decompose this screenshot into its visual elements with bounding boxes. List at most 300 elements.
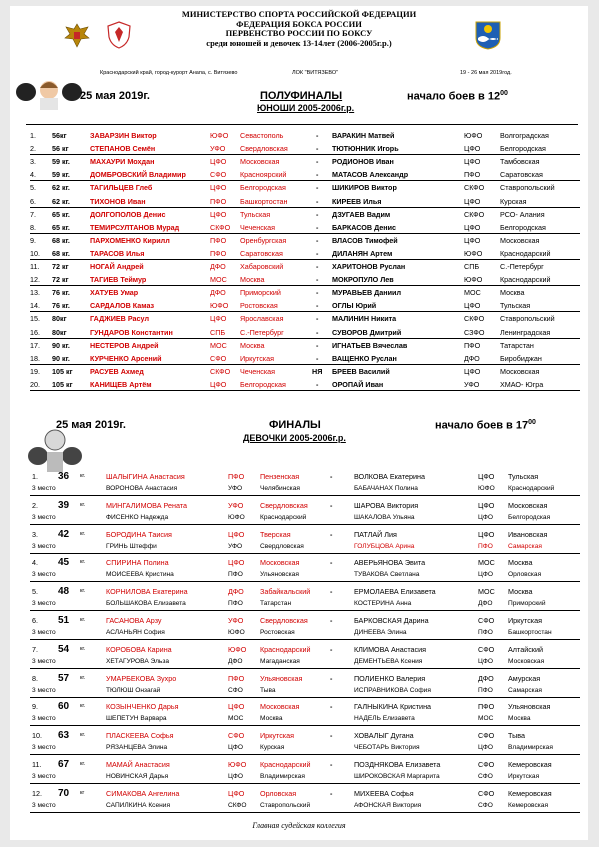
third-place-boxer-1: ХЕТАГУРОВА Эльза (106, 657, 170, 665)
red-corner-boxer: КУРЧЕНКО Арсений (90, 353, 162, 363)
red-corner-region: Красноярский (240, 170, 287, 180)
third-place-1-region: Ульяновская (260, 571, 299, 579)
bout-separator: - (316, 262, 319, 271)
third-place-boxer-1: МОИСЕЕВА Кристина (106, 571, 174, 579)
bout-divider (30, 812, 580, 813)
document-header (10, 10, 588, 48)
blue-corner-district: ЦФО (464, 144, 481, 154)
semifinals-date: 25 мая 2019г. (80, 90, 150, 102)
blue-corner-region: Тамбовская (500, 157, 540, 167)
blue-corner-boxer: ВОЛКОВА Екатерина (354, 472, 425, 481)
red-corner-region: Свердловская (260, 616, 308, 625)
blue-corner-boxer: ДЗУГАЕВ Вадим (332, 209, 391, 219)
red-corner-region: Пензенская (260, 472, 300, 481)
blue-corner-district: ДФО (478, 673, 494, 683)
red-corner-district: УФО (228, 500, 244, 510)
bout-separator: - (330, 702, 333, 712)
third-place-1-district: ЦФО (228, 744, 244, 752)
blue-corner-district: УФО (464, 379, 480, 389)
bout-number: 2. (32, 500, 38, 510)
red-corner-region: Свердловская (240, 144, 288, 154)
third-place-boxer-1: ФИСЕНКО Надежда (106, 513, 169, 521)
third-place-2-district: ЦФО (478, 657, 494, 665)
red-corner-region: Московская (240, 157, 280, 167)
bout-divider (30, 783, 580, 784)
semifinals-subtitle: ЮНОШИ 2005-2006г.р. (257, 103, 355, 113)
red-corner-region: Чеченская (240, 366, 276, 376)
weight-class: 62 кг. (52, 196, 70, 206)
semifinal-bout-row (10, 379, 588, 390)
red-corner-district: ЮФО (210, 301, 229, 311)
bout-separator: - (316, 196, 319, 206)
bout-number: 1. (30, 131, 36, 140)
weight-class: 68 кг. (52, 235, 70, 245)
bout-number: 2. (30, 144, 36, 154)
red-corner-region: Оренбургская (240, 235, 287, 245)
blue-corner-boxer: ЕРМОЛАЕВА Елизавета (354, 587, 436, 597)
pair-divider (30, 154, 580, 155)
pair-divider (30, 285, 580, 286)
red-corner-region: Московская (260, 702, 300, 712)
red-corner-district: ПФО (210, 248, 227, 258)
red-corner-district: МОС (210, 275, 227, 285)
blue-corner-boxer: ШАРОВА Виктория (354, 500, 419, 510)
third-place-boxer-2: КОСТЕРИНА Анна (354, 600, 412, 608)
bout-separator: - (316, 170, 319, 180)
weight-class: 80кг (52, 327, 67, 337)
blue-corner-boxer: ВЛАСОВ Тимофей (332, 235, 398, 245)
red-corner-district: ЮФО (210, 131, 229, 140)
bout-divider (30, 697, 580, 698)
blue-corner-region: РСО- Алания (500, 209, 545, 219)
red-corner-district: ЦФО (210, 183, 227, 193)
third-place-2-region: Московская (508, 657, 545, 665)
weight-class: 72 кг (52, 262, 69, 271)
bout-number: 7. (32, 644, 38, 654)
bout-separator: - (316, 288, 319, 298)
weight-class: 76 кг. (52, 301, 70, 311)
weight-class: 36 (58, 471, 70, 482)
blue-corner-region: Иркутская (508, 616, 542, 625)
blue-corner-district: ЮФО (464, 131, 483, 140)
third-place-boxer-2: ШИРОКОВСКАЯ Маргарита (354, 773, 440, 780)
bout-number: 19. (30, 366, 40, 376)
weight-class: 59 кг. (52, 157, 70, 167)
third-place-1-region: Краснодарский (260, 513, 307, 521)
semifinal-bout-row (10, 222, 588, 233)
red-corner-district: СКФО (210, 366, 231, 376)
bout-number: 16. (30, 327, 40, 337)
third-place-row (10, 685, 588, 696)
red-corner-region: Московская (260, 558, 300, 568)
pair-divider (30, 338, 580, 339)
weight-unit: кг. (80, 703, 86, 710)
weight-unit: кг. (80, 530, 86, 537)
red-corner-district: ДФО (228, 587, 244, 597)
weight-class: 57 (58, 672, 70, 684)
bout-separator: - (316, 183, 319, 193)
weight-class: 63 (58, 730, 70, 742)
bout-separator: - (330, 472, 333, 481)
weight-class: 90 кг. (52, 340, 70, 350)
bout-number: 15. (30, 314, 40, 324)
third-place-2-region: Иркутская (508, 773, 540, 780)
semifinal-bout-row (10, 143, 588, 154)
weight-class: 56кг (52, 131, 67, 140)
weight-class: 65 кг. (52, 222, 70, 232)
blue-corner-district: ЦФО (478, 500, 495, 510)
red-corner-boxer: ТЕМИРСУЛТАНОВ Мурад (90, 222, 180, 232)
red-corner-district: ПФО (228, 472, 245, 481)
bout-divider (30, 754, 580, 755)
third-place-label: 3 место (32, 657, 56, 665)
bout-separator: - (330, 760, 333, 769)
third-place-row (10, 771, 588, 782)
blue-corner-boxer: ОРОПАЙ Иван (332, 379, 384, 389)
third-place-1-region: Тыва (260, 686, 276, 694)
bout-number: 6. (30, 196, 36, 206)
bout-number: 8. (30, 222, 36, 232)
blue-corner-district: ЦФО (478, 529, 495, 539)
third-place-1-district: ЦФО (228, 773, 244, 780)
blue-corner-district: СКФО (464, 183, 485, 193)
third-place-boxer-2: ИСПРАВНИКОВА София (354, 686, 431, 694)
bout-number: 4. (30, 170, 36, 180)
blue-corner-region: Краснодарский (500, 248, 551, 258)
bout-separator: - (316, 340, 319, 350)
weight-unit: кг. (80, 732, 86, 739)
header-championship: ПЕРВЕНСТВО РОССИИ ПО БОКСУ (225, 28, 373, 38)
semifinal-bout-row (10, 261, 588, 272)
red-corner-region: Иркутская (260, 731, 294, 741)
third-place-row (10, 656, 588, 667)
blue-corner-boxer: МАЛИНИН Никита (332, 314, 397, 324)
chief-judges-signature-line: Главная судейская коллегия (252, 821, 346, 830)
third-place-2-district: ПФО (478, 686, 493, 694)
pair-divider (30, 180, 580, 181)
bout-number: 18. (30, 353, 40, 363)
blue-corner-region: Ставропольский (500, 314, 555, 324)
finals-date: 25 мая 2019г. (56, 419, 126, 431)
red-corner-region: Ростовская (240, 301, 278, 311)
third-place-row (10, 512, 588, 523)
red-corner-boxer: СПИРИНА Полина (106, 558, 169, 568)
weight-class: 67 (58, 759, 70, 770)
bout-separator: - (316, 248, 319, 258)
final-bout-row (10, 759, 588, 770)
bout-divider (30, 639, 580, 640)
semifinal-bout-row (10, 340, 588, 351)
blue-corner-boxer: ИГНАТЬЕВ Вячеслав (332, 340, 408, 350)
red-corner-region: Башкортостан (240, 196, 288, 206)
semifinal-bout-row (10, 313, 588, 324)
blue-corner-district: ЮФО (464, 275, 483, 285)
third-place-1-district: ДФО (228, 657, 243, 665)
blue-corner-boxer: МИХЕЕВА Софья (354, 788, 414, 798)
weight-unit: кг. (80, 645, 86, 652)
blue-corner-district: СФО (478, 760, 495, 769)
blue-corner-district: СПБ (464, 262, 480, 271)
weight-class: 70 (58, 787, 70, 799)
red-corner-boxer: МАХАУРИ Мохдан (90, 157, 155, 167)
red-corner-region: Ярославская (240, 314, 284, 324)
bout-number: 12. (32, 788, 42, 798)
third-place-1-region: Москва (260, 715, 283, 723)
third-place-row (10, 800, 588, 811)
red-corner-district: ПФО (210, 196, 227, 206)
semifinal-bout-row (10, 169, 588, 180)
weight-class: 62 кг. (52, 183, 70, 193)
blue-corner-boxer: КЛИМОВА Анастасия (354, 644, 427, 654)
bout-number: 1. (32, 472, 38, 481)
finals-subtitle: ДЕВОЧКИ 2005-2006г.р. (243, 433, 346, 443)
final-bout-row (10, 529, 588, 540)
red-corner-boxer: ШАЛЫГИНА Анастасия (106, 472, 185, 481)
red-corner-boxer: ТАГИЛЬЦЕВ Глеб (90, 183, 153, 193)
blue-corner-region: Краснодарский (500, 275, 551, 285)
bout-number: 3. (30, 157, 36, 167)
bout-separator: - (330, 673, 333, 683)
bout-number: 11. (30, 262, 40, 271)
blue-corner-region: Белгородская (500, 222, 546, 232)
third-place-2-region: Кемеровская (508, 801, 549, 809)
weight-unit: кг. (80, 617, 86, 623)
third-place-2-region: Белгородская (508, 513, 551, 521)
red-corner-region: С.-Петербург (240, 327, 284, 337)
blue-corner-region: ХМАО- Югра (500, 379, 544, 389)
blue-corner-boxer: ПОЗДНЯКОВА Елизавета (354, 760, 441, 769)
bout-separator: - (316, 131, 319, 140)
bout-number: 10. (30, 248, 40, 258)
third-place-boxer-2: АФОНСКАЯ Виктория (354, 801, 422, 809)
third-place-1-district: СКФО (228, 801, 247, 809)
red-corner-district: ЦФО (210, 314, 227, 324)
red-corner-region: Москва (240, 275, 265, 285)
semifinal-bout-row (10, 327, 588, 338)
boxer-girl-image (26, 426, 84, 474)
document-page (10, 6, 588, 840)
blue-corner-region: Москва (500, 288, 525, 298)
blue-corner-boxer: МУРАВЬЕВ Даниил (332, 288, 402, 298)
third-place-label: 3 место (32, 485, 56, 492)
pair-divider (30, 364, 580, 365)
blue-corner-region: С.-Петербург (500, 262, 544, 271)
red-corner-region: Иркутская (240, 353, 274, 363)
red-corner-region: Тверская (260, 529, 291, 539)
red-corner-region: Чеченская (240, 222, 276, 232)
bout-number: 9. (32, 702, 38, 712)
blue-corner-district: ЦФО (464, 235, 481, 245)
red-corner-district: УФО (228, 616, 244, 625)
third-place-1-district: ПФО (228, 571, 243, 579)
blue-corner-district: ЦФО (464, 196, 481, 206)
third-place-row (10, 569, 588, 580)
bout-separator: НЯ (312, 366, 323, 376)
third-place-boxer-2: ГОЛУБЦОВА Арина (354, 542, 415, 550)
third-place-1-district: ПФО (228, 600, 243, 608)
blue-corner-region: Амурская (508, 673, 541, 683)
red-corner-boxer: ХАТУЕВ Умар (90, 288, 139, 298)
blue-corner-region: Ульяновская (508, 702, 551, 712)
third-place-1-region: Челябинская (260, 485, 300, 492)
red-corner-boxer: ГУНДАРОВ Константин (90, 327, 173, 337)
blue-corner-region: Саратовская (500, 170, 543, 180)
third-place-1-region: Владимирская (260, 773, 305, 780)
bout-separator: - (316, 314, 319, 324)
third-place-label: 3 место (32, 744, 56, 752)
blue-corner-region: Кемеровская (508, 788, 552, 798)
blue-corner-district: СКФО (464, 314, 485, 324)
semifinal-bout-row (10, 274, 588, 285)
third-place-1-district: УФО (228, 485, 243, 492)
red-corner-region: Хабаровский (240, 262, 284, 271)
red-corner-region: Орловская (260, 788, 297, 798)
red-corner-boxer: КОЗЫНЧЕНКО Дарья (106, 702, 179, 712)
weight-class: 39 (58, 499, 70, 511)
final-bout-row (10, 644, 588, 655)
blue-corner-boxer: КИРЕЕВ Илья (332, 196, 382, 206)
pair-divider (30, 233, 580, 234)
third-place-2-region: Башкортостан (508, 629, 552, 636)
third-place-2-district: ЦФО (478, 513, 494, 521)
red-corner-boxer: МИНГАЛИМОВА Рената (106, 500, 188, 510)
weight-unit: кг. (80, 559, 86, 566)
bout-divider (30, 610, 580, 611)
blue-corner-district: ДФО (464, 353, 480, 363)
third-place-2-district: ДФО (478, 600, 493, 608)
bout-number: 14. (30, 301, 40, 311)
weight-unit: кг. (80, 473, 86, 479)
third-place-1-region: Ставропольский (260, 801, 311, 809)
blue-corner-district: ПФО (464, 340, 481, 350)
bout-number: 8. (32, 673, 38, 683)
blue-corner-region: Алтайский (508, 644, 543, 654)
blue-corner-district: СФО (478, 788, 495, 798)
blue-corner-boxer: МАТАСОВ Александр (332, 170, 409, 180)
bout-separator: - (330, 731, 333, 741)
semifinal-bout-row (10, 182, 588, 193)
weight-unit: кг (80, 789, 85, 796)
third-place-row (10, 541, 588, 552)
bout-number: 7. (30, 209, 36, 219)
third-place-1-district: МОС (228, 715, 244, 723)
red-corner-district: ЦФО (228, 529, 245, 539)
header-location: Краснодарский край, город-курорт Анапа, с. Витязево (100, 70, 238, 76)
blue-corner-district: СКФО (464, 209, 485, 219)
red-corner-boxer: САРДАЛОВ Камаз (90, 301, 155, 311)
red-corner-region: Краснодарский (260, 760, 311, 769)
third-place-boxer-2: ДЕМЕНТЬЕВА Ксения (354, 657, 423, 665)
weight-class: 51 (58, 615, 70, 626)
third-place-1-region: Свердловская (260, 542, 304, 550)
third-place-2-district: ЦФО (478, 744, 494, 752)
weight-class: 76 кг. (52, 288, 70, 298)
blue-corner-district: МОС (478, 587, 495, 597)
finals-start-time: начало боев в $17^{00}$ (435, 419, 536, 432)
red-corner-region: Тульская (240, 209, 271, 219)
weight-unit: кг. (80, 501, 86, 508)
red-corner-region: Белгородская (240, 183, 286, 193)
header-dates: 19 - 26 мая 2019год. (460, 70, 512, 76)
third-place-row (10, 713, 588, 724)
red-corner-boxer: ПАРХОМЕНКО Кирилл (90, 235, 170, 245)
blue-corner-boxer: ШИКИРОВ Виктор (332, 183, 397, 193)
blue-corner-boxer: ТЮТЮННИК Игорь (332, 144, 399, 154)
semifinal-bout-row (10, 300, 588, 311)
weight-class: 68 кг. (52, 248, 70, 258)
semifinals-top-rule (26, 124, 578, 125)
red-corner-district: ЦФО (228, 702, 245, 712)
header-venue: ЛОК "ВИТЯЗЕВО" (292, 70, 339, 76)
weight-class: 105 кг (52, 366, 73, 376)
third-place-1-region: Магаданская (260, 657, 300, 665)
semifinal-bout-row (10, 196, 588, 207)
red-corner-district: ЮФО (228, 760, 247, 769)
third-place-2-district: ПФО (478, 629, 493, 636)
bout-separator: - (316, 379, 319, 389)
bout-number: 10. (32, 731, 42, 741)
final-bout-row (10, 788, 588, 799)
third-place-boxer-1: ГРИНЬ Штеффи (106, 542, 157, 550)
red-corner-district: УФО (210, 144, 226, 154)
third-place-boxer-2: ДИНЕЕВА Элина (354, 629, 407, 636)
blue-corner-region: Московская (500, 366, 540, 376)
red-corner-region: Краснодарский (260, 644, 311, 654)
blue-corner-district: ЦФО (464, 222, 481, 232)
third-place-label: 3 место (32, 773, 56, 780)
bout-separator: - (330, 558, 333, 568)
third-place-2-district: СФО (478, 773, 493, 780)
third-place-row (10, 598, 588, 609)
blue-corner-boxer: ГАЛНЫКИНА Кристина (354, 702, 432, 712)
red-corner-boxer: СТЕПАНОВ Семён (90, 144, 156, 154)
weight-class: 56 кг (52, 144, 69, 154)
blue-corner-region: Белгородская (500, 144, 546, 154)
red-corner-district: СПБ (210, 327, 226, 337)
blue-corner-region: Московская (500, 235, 540, 245)
bout-separator: - (316, 144, 319, 154)
semifinal-bout-row (10, 366, 588, 377)
bout-number: 5. (30, 183, 36, 193)
red-corner-boxer: ТИХОНОВ Иван (90, 196, 146, 206)
weight-class: 42 (58, 528, 70, 540)
red-corner-district: ПФО (228, 673, 245, 683)
red-corner-region: Москва (240, 340, 265, 350)
third-place-2-region: Самарская (508, 542, 542, 550)
red-corner-boxer: ДОЛГОПОЛОВ Денис (90, 209, 166, 219)
third-place-label: 3 место (32, 600, 56, 608)
third-place-1-district: УФО (228, 542, 243, 550)
red-corner-region: Приморский (240, 288, 281, 298)
bout-divider (30, 581, 580, 582)
blue-corner-boxer: МОКРОПУЛО Лев (332, 275, 394, 285)
third-place-label: 3 место (32, 686, 56, 694)
final-bout-row (10, 586, 588, 597)
red-corner-district: СКФО (210, 222, 231, 232)
third-place-2-region: Краснодарский (508, 485, 555, 492)
third-place-boxer-1: РЯЗАНЦЕВА Элина (106, 744, 168, 752)
bout-number: 5. (32, 587, 38, 597)
red-corner-boxer: ПЛАСКЕЕВА Софья (106, 731, 174, 741)
third-place-label: 3 место (32, 629, 56, 636)
bout-number: 17. (30, 340, 40, 350)
bout-divider (30, 725, 580, 726)
blue-corner-district: СФО (478, 616, 495, 625)
third-place-row (10, 742, 588, 753)
weight-class: 45 (58, 557, 70, 569)
blue-corner-boxer: БРЕЕВ Василий (332, 366, 390, 376)
red-corner-district: ЮФО (228, 644, 247, 654)
